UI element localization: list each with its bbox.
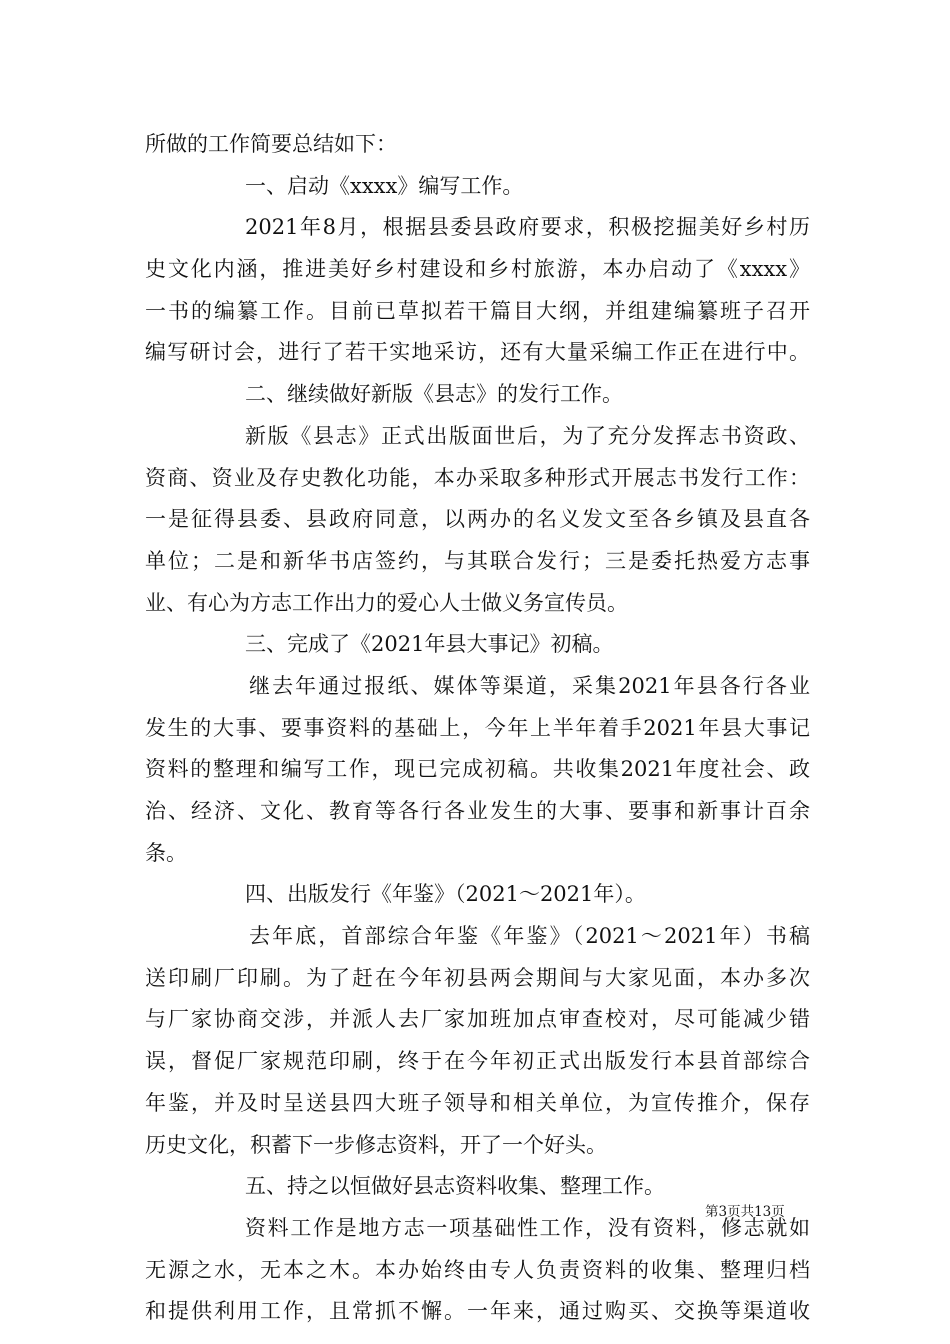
document-body [145, 124, 810, 1333]
text-line: 条。 [145, 840, 187, 865]
text-line: 二、继续做好新版《县志》的发行工作。 [245, 382, 623, 407]
text-line: 史文化内涵，推进美好乡村建设和乡村旅游，本办启动了《xxxx》 [145, 257, 810, 282]
text-line: 一书的编纂工作。目前已草拟若干篇目大纲，并组建编纂班子召开 [145, 298, 810, 323]
text-line: 送印刷厂印刷。为了赶在今年初县两会期间与大家见面，本办多次 [145, 965, 810, 990]
text-line: 去年底，首部综合年鉴《年鉴》（2021～2021年）书稿 [249, 924, 810, 949]
text-line: 2021年8月，根据县委县政府要求，积极挖掘美好乡村历 [245, 215, 810, 240]
text-line: 历史文化，积蓄下一步修志资料，开了一个好头。 [145, 1132, 607, 1157]
text-line: 四、出版发行《年鉴》（2021～2021年）。 [245, 882, 646, 907]
text-line: 新版《县志》正式出版面世后，为了充分发挥志书资政、 [245, 423, 810, 448]
text-line: 与厂家协商交涉，并派人去厂家加班加点审查校对，尽可能减少错 [145, 1007, 810, 1032]
text-line: 和提供利用工作，且常抓不懈。一年来，通过购买、交换等渠道收 [145, 1299, 810, 1324]
text-line: 资料的整理和编写工作，现已完成初稿。共收集2021年度社会、政 [145, 757, 810, 782]
text-line: 误，督促厂家规范印刷，终于在今年初正式出版发行本县首部综合 [145, 1049, 810, 1074]
page-number-footer: 第3页共13页 [705, 1204, 785, 1220]
text-line: 年鉴，并及时呈送县四大班子领导和相关单位，为宣传推介，保存 [145, 1090, 810, 1115]
text-line: 业、有心为方志工作出力的爱心人士做义务宣传员。 [145, 590, 628, 615]
text-line: 五、持之以恒做好县志资料收集、整理工作。 [245, 1174, 665, 1199]
text-line: 三、完成了《2021年县大事记》初稿。 [245, 632, 614, 657]
text-line: 资商、资业及存史教化功能，本办采取多种形式开展志书发行工作： [145, 465, 810, 490]
text-line: 发生的大事、要事资料的基础上，今年上半年着手2021年县大事记 [145, 715, 810, 740]
text-line: 一、启动《xxxx》编写工作。 [245, 173, 524, 198]
text-line: 单位；二是和新华书店签约，与其联合发行；三是委托热爱方志事 [145, 548, 810, 573]
text-line: 所做的工作简要总结如下： [145, 132, 397, 156]
text-line: 一是征得县委、县政府同意，以两办的名义发文至各乡镇及县直各 [145, 507, 810, 532]
text-line: 治、经济、文化、教育等各行各业发生的大事、要事和新事计百余 [145, 799, 810, 823]
text-line: 资料工作是地方志一项基础性工作，没有资料，修志就如 [245, 1215, 810, 1240]
text-line: 无源之水，无本之木。本办始终由专人负责资料的收集、整理归档 [145, 1257, 810, 1282]
text-line: 继去年通过报纸、媒体等渠道，采集2021年县各行各业 [249, 673, 810, 698]
text-line: 编写研讨会，进行了若干实地采访，还有大量采编工作正在进行中。 [145, 340, 810, 365]
